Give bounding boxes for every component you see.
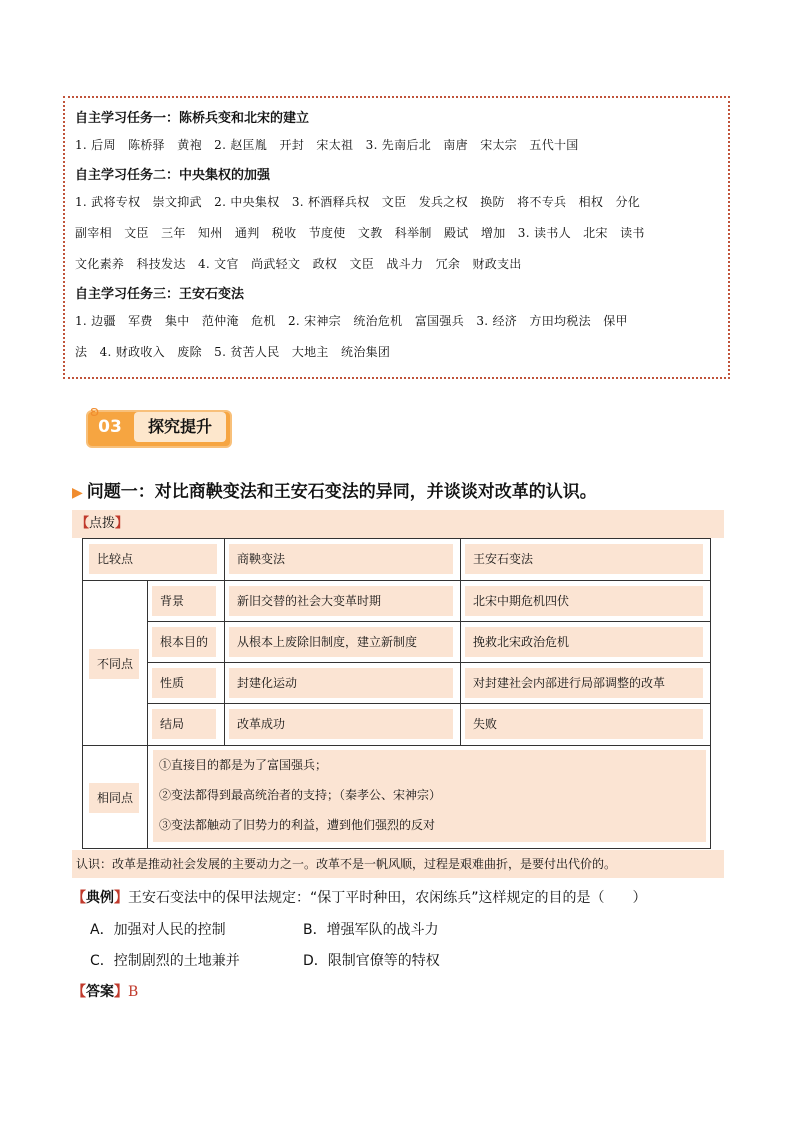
example-bracket-open: 【 — [72, 890, 86, 906]
triangle-right-icon: ▶ — [72, 485, 83, 501]
insight-text: 认识：改革是推动社会发展的主要动力之一。改革不是一帆风顺，过程是艰难曲折，是要付出代价的。 — [72, 850, 724, 878]
header-wang-anshi: 王安石变法 — [465, 544, 703, 574]
answer-line — [72, 981, 138, 1001]
example-question — [72, 887, 647, 907]
task3-title: 自主学习任务三：王安石变法 — [75, 287, 245, 302]
example-bracket-close: 】 — [114, 890, 128, 906]
comparison-table — [82, 538, 711, 849]
option-c: C．控制剧烈的土地兼并 — [90, 953, 240, 969]
answer-bracket-close: 】 — [114, 984, 128, 1000]
task2-line-1: 1. 武将专权 崇文抑武 2. 中央集权 3. 杯酒释兵权 文臣 发兵之权 换防 将不专兵 相权 分化 — [75, 195, 641, 209]
question-heading — [72, 477, 597, 502]
task1-title: 自主学习任务一：陈桥兵变和北宋的建立 — [75, 111, 310, 126]
diff-row-shang: 改革成功 — [229, 709, 453, 739]
diff-row-aspect: 根本目的 — [152, 627, 216, 657]
section-number: 03 — [98, 417, 122, 437]
answer-label: 答案 — [86, 984, 114, 1000]
self-study-answers-box — [63, 96, 730, 379]
example-label: 典例 — [86, 890, 114, 906]
question-text: 问题一：对比商鞅变法和王安石变法的异同，并谈谈对改革的认识。 — [86, 482, 597, 502]
diff-row-wang: 北宋中期危机四伏 — [465, 586, 703, 616]
example-text: 王安石变法中的保甲法规定：“保丁平时种田，农闲练兵”这样规定的目的是（ ） — [128, 890, 647, 906]
hint-bracket-open: 【 — [76, 516, 90, 531]
diff-row-wang: 失败 — [465, 709, 703, 739]
option-d: D．限制官僚等的特权 — [303, 953, 440, 969]
same-point: ①直接目的都是为了富国强兵； — [159, 758, 328, 772]
answer-value: B — [128, 984, 139, 1000]
diff-row-shang: 封建化运动 — [229, 668, 453, 698]
diff-label: 不同点 — [89, 649, 139, 679]
diff-row-wang: 挽救北宋政治危机 — [465, 627, 703, 657]
section-label: 探究提升 — [134, 412, 226, 442]
answer-bracket-open: 【 — [72, 984, 86, 1000]
diff-row-shang: 新旧交替的社会大变革时期 — [229, 586, 453, 616]
option-b: B．增强军队的战斗力 — [303, 922, 439, 938]
diff-row-aspect: 背景 — [152, 586, 216, 616]
diff-row-aspect: 结局 — [152, 709, 216, 739]
option-a: A．加强对人民的控制 — [90, 922, 226, 938]
hint-bracket-close: 】 — [115, 516, 129, 531]
task1-line-1: 1. 后周 陈桥驿 黄袍 2. 赵匡胤 开封 宋太祖 3. 先南后北 南唐 宋太宗 五代十国 — [75, 138, 579, 152]
hint-bar — [72, 510, 724, 538]
hint-label: 点拨 — [89, 516, 116, 531]
task3-line-2: 法 4. 财政收入 废除 5. 贫苦人民 大地主 统治集团 — [75, 345, 391, 359]
same-point: ③变法都触动了旧势力的利益，遭到他们强烈的反对 — [159, 818, 436, 832]
section-header — [86, 404, 234, 452]
header-compare-point: 比较点 — [89, 544, 217, 574]
task2-title: 自主学习任务二：中央集权的加强 — [75, 168, 271, 183]
diff-row-wang: 对封建社会内部进行局部调整的改革 — [465, 668, 703, 698]
header-shang-yang: 商鞅变法 — [229, 544, 453, 574]
same-point: ②变法都得到最高统治者的支持；（秦孝公、宋神宗） — [159, 788, 442, 802]
task2-line-2: 副宰相 文臣 三年 知州 通判 税收 节度使 文教 科举制 殿试 增加 3. 读书人 北宋 读书 — [75, 226, 645, 240]
same-label: 相同点 — [89, 783, 139, 813]
diff-row-aspect: 性质 — [152, 668, 216, 698]
task2-line-3: 文化素养 科技发达 4. 文官 尚武轻文 政权 文臣 战斗力 冗余 财政支出 — [75, 257, 522, 271]
diff-row-shang: 从根本上废除旧制度，建立新制度 — [229, 627, 453, 657]
task3-line-1: 1. 边疆 军费 集中 范仲淹 危机 2. 宋神宗 统治危机 富国强兵 3. 经济 方田均税法 保甲 — [75, 314, 628, 328]
swirl-icon: ʚ — [90, 404, 100, 420]
same-points-box — [153, 750, 706, 842]
